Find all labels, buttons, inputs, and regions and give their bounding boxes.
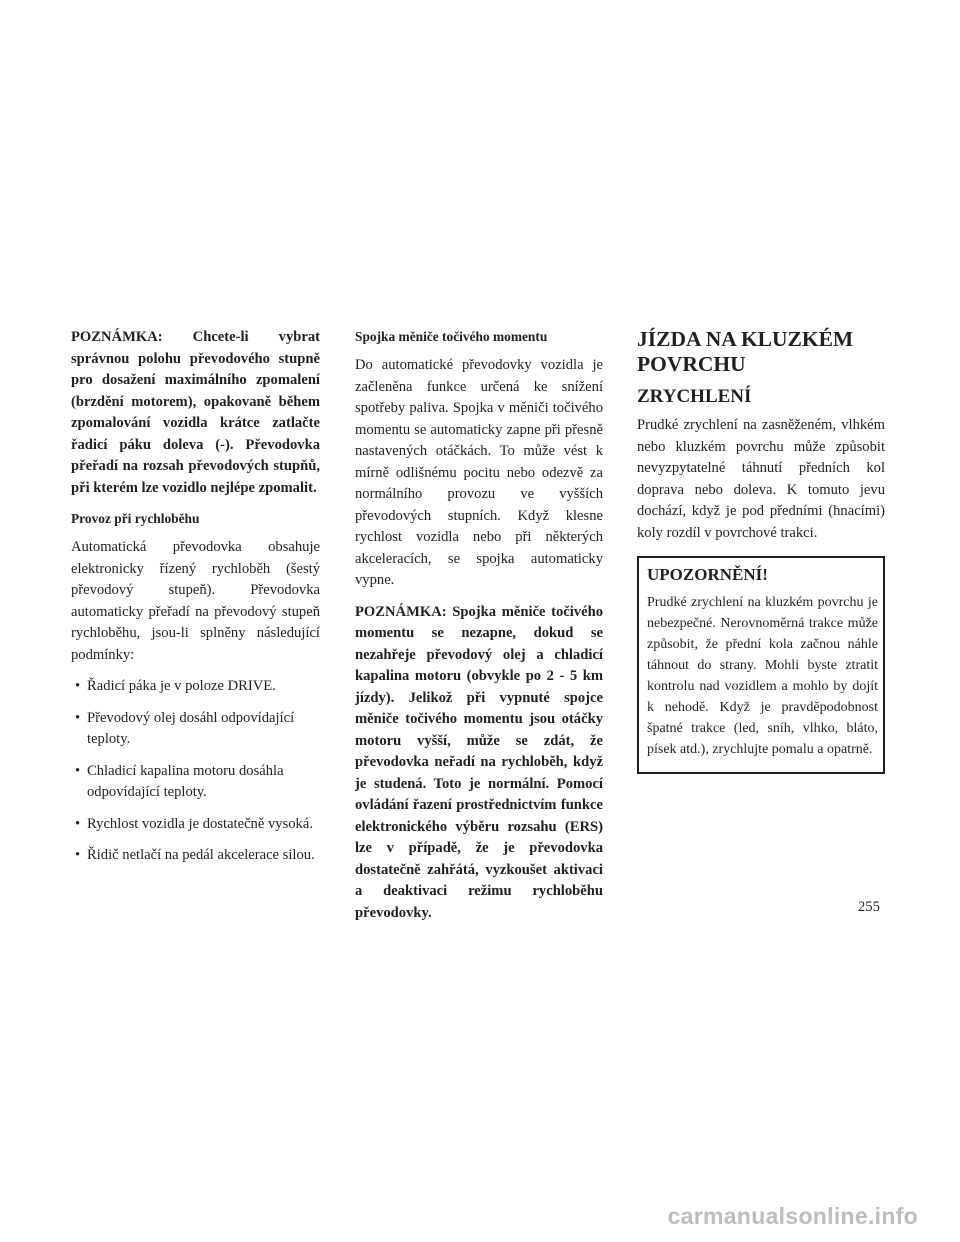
subsection-title: ZRYCHLENÍ bbox=[637, 386, 752, 407]
torque-clutch-text: Do automatické převodovky vozidla je začleněna funkce určená ke snížení spotřeby paliva. Spojka v měniči točivého momentu se automaticky zapne při přesně nastavených otáčkách. To může vést k mírně odlišnému pocitu nebo odezvě za normálního provozu ve vyšších převodových stupních. Když klesne rychlost vozidla nebo při některých akceleracích, se spojka automaticky vypne. bbox=[355, 357, 603, 588]
right-column bbox=[637, 327, 885, 774]
warning-title: UPOZORNĚNÍ! bbox=[647, 565, 768, 584]
warning-text: Prudké zrychlení na kluzkém povrchu je nebezpečné. Nerovnoměrná trakce může způsobit, že přední kola začnou náhle táhnout do strany. Mohli byste ztratit kontrolu nad vozidlem a mohlo by dojít k nehodě. Když je pravděpodobnost špatné trakce (led, sníh, vlhko, bláto, písek atd.), zrychlujte pomalu a opatrně. bbox=[647, 595, 878, 757]
section-title: JÍZDA NA KLUZKÉM POVRCHU bbox=[637, 327, 854, 376]
engine-braking-note: POZNÁMKA: Chcete-li vybrat správnou polohu převodového stupně pro dosažení maximálního zpomalení (brzdění motorem), opakovaně během zpomalování vozidla krátce zatlačte řadicí páku doleva (-). Převodovka přeřadí na rozsah převodových stupňů, při kterém lze vozidlo nejlépe zpomalit. bbox=[71, 329, 320, 496]
overdrive-conditions-list bbox=[71, 676, 320, 867]
list-item: • Řidič netlačí na pedál akcelerace silou. bbox=[71, 845, 320, 867]
list-item: • Chladicí kapalina motoru dosáhla odpovídající teploty. bbox=[71, 761, 320, 804]
list-item: • Převodový olej dosáhl odpovídající teploty. bbox=[71, 708, 320, 751]
acceleration-text: Prudké zrychlení na zasněženém, vlhkém nebo kluzkém povrchu může způsobit nevyzpytatelné táhnutí předních kol doprava nebo doleva. K tomuto jevu dochází, když je pod předními (hnacími) koly rozdíl v povrchové trakci. bbox=[637, 417, 885, 541]
torque-clutch-note: POZNÁMKA: Spojka měniče točivého momentu se nezapne, dokud se nezahřeje převodový olej a chladicí kapalina motoru (obvykle po 2 - 5 km jízdy). Jelikož při vypnuté spojce měniče točivého momentu jsou otáčky motoru vyšší, může se zdát, že převodovka neřadí na rychloběh, když je studená. Toto je normální. Pomocí ovládání řazení prostřednictvím funkce elektronického výběru rozsahu (ERS) lze v případě, že je převodovka dostatečně zahřátá, vyzkoušet aktivaci a deaktivaci režimu rychloběhu převodovky. bbox=[355, 603, 603, 921]
overdrive-text: Automatická převodovka obsahuje elektronicky řízený rychloběh (šestý převodový stupeň). Převodovka automaticky přeřadí na převodový stupeň rychloběhu, jsou-li splněny následující podmínky: bbox=[71, 539, 320, 663]
overdrive-heading: Provoz při rychloběhu bbox=[71, 511, 200, 526]
page-number: 255 bbox=[858, 899, 880, 915]
middle-column bbox=[355, 327, 603, 934]
list-item: • Rychlost vozidla je dostatečně vysoká. bbox=[71, 814, 320, 836]
watermark: carmanualsonline.info bbox=[667, 1203, 918, 1229]
list-item: • Řadicí páka je v poloze DRIVE. bbox=[71, 676, 320, 698]
torque-clutch-heading: Spojka měniče točivého momentu bbox=[355, 329, 548, 344]
left-column bbox=[71, 327, 320, 877]
warning-box bbox=[637, 556, 885, 774]
